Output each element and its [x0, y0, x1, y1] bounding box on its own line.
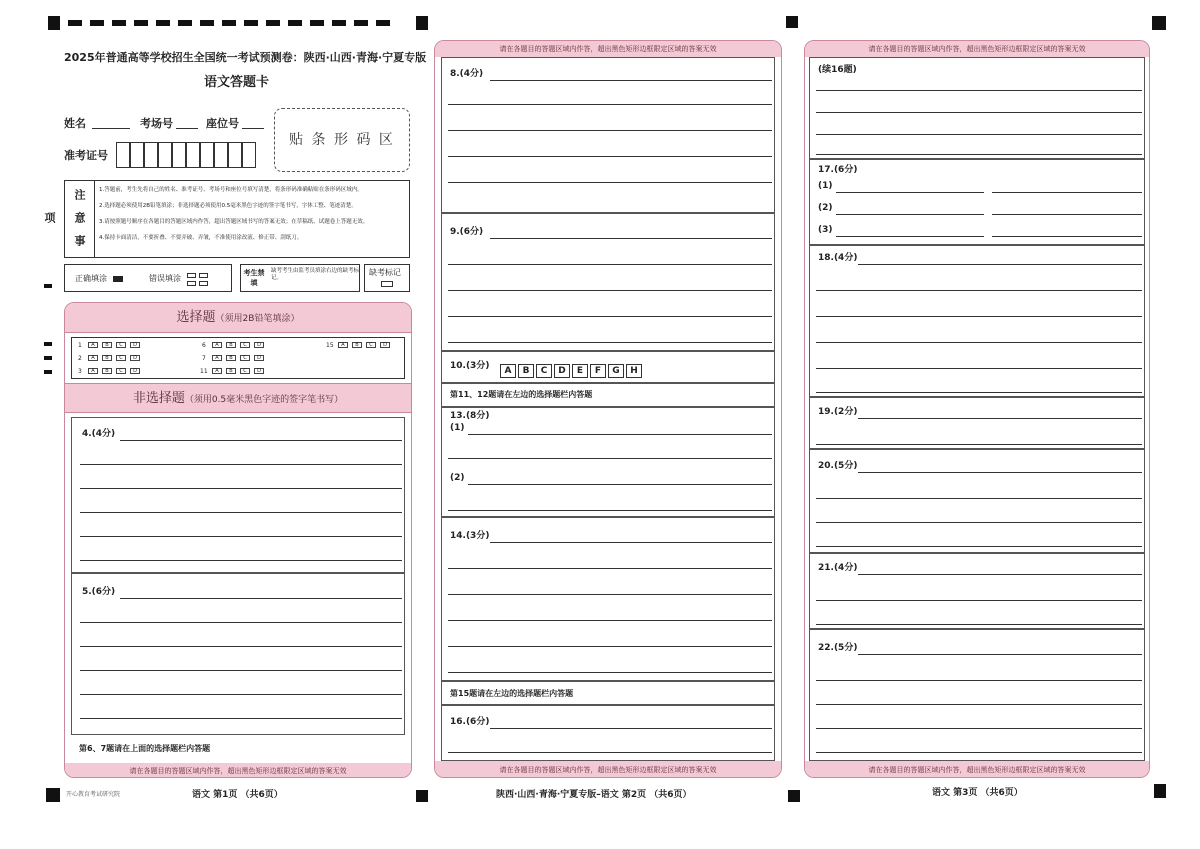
- choice-bubble[interactable]: C: [240, 342, 250, 348]
- answer-line[interactable]: [816, 112, 1142, 113]
- answer-line[interactable]: [816, 728, 1142, 729]
- answer-column-2: [441, 57, 775, 761]
- note-q15: 第15题请在左边的选择题栏内答题: [450, 689, 574, 698]
- choice-bubble[interactable]: C: [240, 368, 250, 374]
- wrong-fill-mark: [187, 273, 196, 278]
- answer-line[interactable]: [816, 444, 1142, 445]
- q5-label: 5.(6分): [82, 587, 116, 597]
- q17-part2-label: (2): [818, 203, 833, 213]
- footer-page-2: 陕西·山西·青海·宁夏专版–语文 第2页 （共6页）: [496, 790, 692, 800]
- registration-mark-top-mid: [416, 16, 428, 30]
- warning-band-bottom: 请在各题目的答题区域内作答，超出黑色矩形边框限定区域的答案无效: [805, 761, 1149, 778]
- note-q11-q12: 第11、12题请在左边的选择题栏内答题: [450, 390, 593, 399]
- registration-mark-left-3: [44, 356, 52, 360]
- choice-bubble[interactable]: B: [102, 355, 112, 361]
- absent-mark[interactable]: [381, 281, 393, 287]
- q10-option-boxes: [500, 358, 644, 378]
- answer-line[interactable]: [448, 342, 772, 343]
- answer-line[interactable]: [448, 156, 772, 157]
- answer-line[interactable]: [490, 542, 772, 543]
- answer-line[interactable]: [816, 680, 1142, 681]
- choice-title: 选择题: [176, 310, 216, 325]
- q16-label: 16.(6分): [450, 717, 490, 727]
- seat-label: 座位号: [206, 117, 239, 130]
- answer-line[interactable]: [448, 646, 772, 647]
- registration-mark-left-2: [44, 342, 52, 346]
- q10-option-box[interactable]: H: [626, 364, 642, 378]
- q4-label: 4.(4分): [82, 429, 116, 439]
- wrong-fill-mark: [187, 281, 196, 286]
- wrong-fill-mark: [199, 273, 208, 278]
- q8-label: 8.(4分): [450, 69, 484, 79]
- q10-option-box[interactable]: C: [536, 364, 552, 378]
- answer-area-q4: [71, 417, 405, 573]
- choice-bubble[interactable]: A: [212, 368, 222, 374]
- q17-part1-label: (1): [818, 181, 833, 191]
- choice-bubble[interactable]: D: [254, 342, 264, 348]
- answer-line[interactable]: [816, 90, 1142, 91]
- choice-bubble[interactable]: C: [116, 368, 126, 374]
- notice-label: 注 意 事 项: [65, 181, 95, 257]
- correct-fill-label: 正确填涂: [75, 274, 107, 283]
- answer-line[interactable]: [448, 316, 772, 317]
- answer-line[interactable]: [448, 568, 772, 569]
- answer-line[interactable]: [858, 418, 1142, 419]
- choice-row: 3 A B C D: [78, 368, 148, 378]
- q19-label: 19.(2分): [818, 407, 858, 417]
- answer-line[interactable]: [816, 522, 1142, 523]
- choice-row: 1 A B C D: [78, 342, 148, 352]
- registration-mark-bottom-left: [46, 788, 60, 802]
- notice-item: 3.请按照题号顺序在各题目的答题区域内作答，超出答题区域书写的答案无效；在草稿纸、试题卷上答题无效。: [99, 219, 369, 225]
- answer-line[interactable]: [80, 488, 402, 489]
- registration-mark-bottom-mid: [416, 790, 428, 802]
- answer-line[interactable]: [858, 574, 1142, 575]
- answer-line[interactable]: [80, 718, 402, 719]
- answer-line[interactable]: [80, 622, 402, 623]
- registration-mark-left-4: [44, 370, 52, 374]
- answer-line[interactable]: [448, 594, 772, 595]
- footer-small-text: 开心教育考试研究院: [66, 791, 121, 798]
- choice-bubble[interactable]: D: [130, 368, 140, 374]
- note-q6-q7: 第6、7题请在上面的选择题栏内答题: [79, 744, 211, 753]
- choice-bubble[interactable]: B: [226, 368, 236, 374]
- answer-line[interactable]: [80, 536, 402, 537]
- q16-continued-label: (续16题): [818, 65, 857, 75]
- forbid-text: 缺考考生由监考员填涂右边的缺考标记。: [271, 268, 360, 281]
- q13-label: 13.(8分): [450, 411, 490, 421]
- column-3-frame: [804, 40, 1150, 778]
- answer-line[interactable]: [448, 104, 772, 105]
- choice-bubble[interactable]: D: [380, 342, 390, 348]
- forbid-box: [240, 264, 360, 292]
- notice-item: 1.答题前，考生先将自己的姓名、准考证号、考场号和座位号填写清楚，将条形码准确粘贴在条形码区域内。: [99, 187, 363, 193]
- registration-mark-top-left: [48, 16, 60, 30]
- answer-line[interactable]: [836, 192, 984, 193]
- q10-option-box[interactable]: G: [608, 364, 624, 378]
- column-2-frame: [434, 40, 782, 778]
- choice-bubble[interactable]: A: [88, 355, 98, 361]
- column-1-frame: [64, 302, 412, 778]
- registration-mark-top-right: [1152, 16, 1166, 30]
- choice-row: 2 A B C D: [78, 355, 148, 365]
- choice-bubble[interactable]: A: [212, 342, 222, 348]
- choice-row: 15 A B C D: [326, 342, 398, 352]
- footer-page-3: 语文 第3页 （共6页）: [932, 788, 1023, 798]
- choice-bubble[interactable]: A: [338, 342, 348, 348]
- q21-label: 21.(4分): [818, 563, 858, 573]
- nonchoice-note: （须用0.5毫米黑色字迹的签字笔书写）: [184, 395, 344, 405]
- choice-bubble[interactable]: D: [130, 355, 140, 361]
- notice-box: [43, 180, 410, 258]
- answer-line[interactable]: [992, 192, 1142, 193]
- answer-column-3: [809, 57, 1145, 761]
- warning-band-top: 请在各题目的答题区域内作答，超出黑色矩形边框限定区域的答案无效: [805, 41, 1149, 57]
- answer-line[interactable]: [448, 130, 772, 131]
- q10-label: 10.(3分): [450, 361, 490, 371]
- answer-line[interactable]: [80, 512, 402, 513]
- answer-line[interactable]: [816, 600, 1142, 601]
- answer-line[interactable]: [468, 434, 772, 435]
- choice-note: （须用2B铅笔填涂）: [215, 314, 300, 324]
- registration-mark-top-mid2: [786, 16, 798, 28]
- name-field[interactable]: [92, 128, 130, 129]
- wrong-fill-label: 错误填涂: [149, 274, 181, 283]
- choice-bubble[interactable]: D: [130, 342, 140, 348]
- q17-label: 17.(6分): [818, 165, 858, 175]
- choice-row: 11 A B C D: [202, 368, 272, 378]
- answer-line[interactable]: [448, 290, 772, 291]
- answer-line[interactable]: [816, 290, 1142, 291]
- absent-label: 缺考标记: [369, 268, 401, 277]
- answer-line[interactable]: [858, 264, 1142, 265]
- q13-part2-label: (2): [450, 473, 465, 483]
- answer-line[interactable]: [816, 392, 1142, 393]
- answer-line[interactable]: [836, 214, 984, 215]
- warning-band-bottom: 请在各题目的答题区域内作答，超出黑色矩形边框限定区域的答案无效: [435, 761, 781, 778]
- answer-line[interactable]: [490, 238, 772, 239]
- choice-grid: [71, 337, 405, 379]
- answer-line[interactable]: [448, 458, 772, 459]
- card-title: 语文答题卡: [204, 75, 270, 90]
- exam-title: 2025年普通高等学校招生全国统一考试预测卷：陕西·山西·青海·宁夏专版: [64, 51, 427, 64]
- answer-line[interactable]: [120, 598, 402, 599]
- q20-label: 20.(5分): [818, 461, 858, 471]
- answer-line[interactable]: [490, 728, 772, 729]
- choice-bubble[interactable]: C: [366, 342, 376, 348]
- answer-line[interactable]: [80, 560, 402, 561]
- choice-bubble[interactable]: A: [212, 355, 222, 361]
- q10-option-box[interactable]: F: [590, 364, 606, 378]
- answer-line[interactable]: [80, 694, 402, 695]
- choice-bubble[interactable]: A: [88, 368, 98, 374]
- notice-item: 2.选择题必须使用2B铅笔填涂；非选择题必须使用0.5毫米黑色字迹的签字笔书写，字体工整、笔迹清楚。: [99, 203, 357, 209]
- q10-option-box[interactable]: E: [572, 364, 588, 378]
- choice-bubble[interactable]: C: [240, 355, 250, 361]
- answer-line[interactable]: [816, 154, 1142, 155]
- name-label: 姓名: [64, 117, 86, 130]
- correct-fill-mark: [113, 276, 123, 282]
- answer-line[interactable]: [80, 464, 402, 465]
- choice-row: 7 A B C D: [202, 355, 272, 365]
- q22-label: 22.(5分): [818, 643, 858, 653]
- answer-line[interactable]: [448, 672, 772, 673]
- q10-option-box[interactable]: A: [500, 364, 516, 378]
- choice-bubble[interactable]: B: [226, 355, 236, 361]
- answer-line[interactable]: [858, 472, 1142, 473]
- answer-line[interactable]: [836, 236, 984, 237]
- q14-label: 14.(3分): [450, 531, 490, 541]
- q17-part3-label: (3): [818, 225, 833, 235]
- choice-bubble[interactable]: C: [116, 342, 126, 348]
- nonchoice-title: 非选择题: [132, 391, 185, 406]
- q13-part1-label: (1): [450, 423, 465, 433]
- choice-bubble[interactable]: D: [254, 368, 264, 374]
- barcode-area: 贴 条 形 码 区: [274, 108, 410, 172]
- q10-option-box[interactable]: B: [518, 364, 534, 378]
- answer-line[interactable]: [120, 440, 402, 441]
- answer-line[interactable]: [816, 368, 1142, 369]
- notice-item: 4.保持卡面清洁，不要折叠、不要弄破、弄皱，不准使用涂改液、修正带、刮纸刀。: [99, 235, 303, 241]
- answer-line[interactable]: [816, 342, 1142, 343]
- answer-line[interactable]: [468, 484, 772, 485]
- q9-label: 9.(6分): [450, 227, 484, 237]
- answer-line[interactable]: [992, 236, 1142, 237]
- answer-area-q5: [71, 573, 405, 735]
- answer-line[interactable]: [816, 134, 1142, 135]
- warning-band-bottom: 请在各题目的答题区域内作答，超出黑色矩形边框限定区域的答案无效: [65, 763, 411, 778]
- warning-band-top: 请在各题目的答题区域内作答，超出黑色矩形边框限定区域的答案无效: [435, 41, 781, 57]
- answer-line[interactable]: [858, 654, 1142, 655]
- registration-mark-bottom-mid2: [788, 790, 800, 802]
- choice-bubble[interactable]: C: [116, 355, 126, 361]
- seat-field[interactable]: [242, 128, 264, 129]
- answer-line[interactable]: [816, 316, 1142, 317]
- answer-line[interactable]: [448, 510, 772, 511]
- q10-option-box[interactable]: D: [554, 364, 570, 378]
- forbid-label: 考生禁填: [243, 269, 265, 287]
- choice-bubble[interactable]: B: [226, 342, 236, 348]
- ticket-label: 准考证号: [64, 149, 108, 162]
- room-label: 考场号: [140, 117, 173, 130]
- choice-bubble[interactable]: B: [102, 342, 112, 348]
- choice-row: 6 A B C D: [202, 342, 272, 352]
- answer-line[interactable]: [816, 752, 1142, 753]
- answer-line[interactable]: [490, 80, 772, 81]
- answer-line[interactable]: [816, 624, 1142, 625]
- answer-line[interactable]: [448, 752, 772, 753]
- answer-line[interactable]: [992, 214, 1142, 215]
- choice-bubble[interactable]: D: [254, 355, 264, 361]
- answer-line[interactable]: [816, 498, 1142, 499]
- registration-mark-bottom-right: [1154, 784, 1166, 798]
- room-field[interactable]: [176, 128, 198, 129]
- wrong-fill-mark: [199, 281, 208, 286]
- answer-line[interactable]: [80, 646, 402, 647]
- q18-label: 18.(4分): [818, 253, 858, 263]
- answer-line[interactable]: [448, 264, 772, 265]
- choice-bubble[interactable]: B: [102, 368, 112, 374]
- answer-line[interactable]: [816, 546, 1142, 547]
- timing-track-top: [68, 20, 408, 26]
- choice-bubble[interactable]: B: [352, 342, 362, 348]
- absent-box: [364, 264, 410, 292]
- answer-line[interactable]: [448, 620, 772, 621]
- answer-line[interactable]: [816, 704, 1142, 705]
- fill-example-box: [64, 264, 232, 292]
- footer-page-1: 语文 第1页 （共6页）: [192, 790, 283, 800]
- registration-mark-left-1: [44, 284, 52, 288]
- answer-line[interactable]: [80, 670, 402, 671]
- answer-line[interactable]: [448, 182, 772, 183]
- choice-bubble[interactable]: A: [88, 342, 98, 348]
